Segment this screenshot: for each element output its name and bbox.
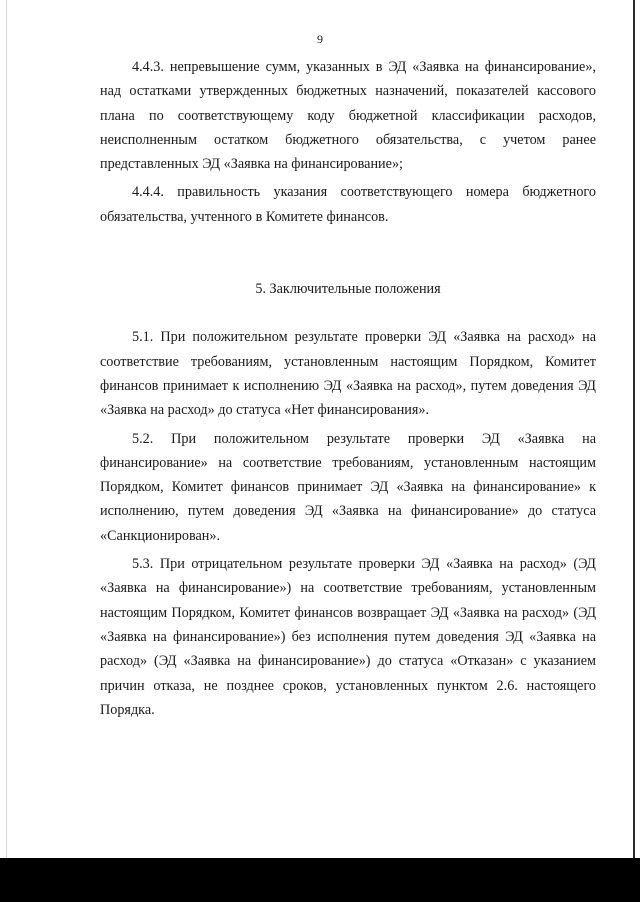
page-number: 9 — [317, 32, 323, 46]
scan-right-edge — [633, 0, 635, 858]
section-title: 5. Заключительные положения — [255, 281, 441, 298]
paragraph-5-2: 5.2. При положительном результате проверки ЭД «Заявка на финансирование» на соответствие требованиям, установленным настоящим Порядком, Комитет финансов принимает ЭД «Заявка на финансирование» к исполнению, путем доведения ЭД «Заявка на финансирование» до статуса «Санкционирован». — [100, 430, 596, 544]
scan-bottom-border — [0, 858, 640, 902]
paragraph-4-4-3: 4.4.3. непревышение сумм, указанных в ЭД «Заявка на финансирование», над остатками утвержденных бюджетных назначений, показателей кассового плана по соответствующему коду бюджетной классификации расходов, неисполненным остатком бюджетного обязательства, с учетом ранее представленных ЭД «Заявка на финансирование»; — [100, 59, 596, 173]
paragraph-4-4-4: 4.4.4. правильность указания соответствующего номера бюджетного обязательства, учтенного в Комитете финансов. — [100, 184, 596, 225]
scan-left-edge — [6, 0, 7, 858]
paragraph-5-1: 5.1. При положительном результате проверки ЭД «Заявка на расход» на соответствие требованиям, установленным настоящим Порядком, Комитет финансов принимает к исполнению ЭД «Заявка на расход», путем доведения ЭД «Заявка на расход» до статуса «Нет финансирования». — [100, 329, 596, 419]
document-body — [100, 55, 596, 722]
paragraph-5-3: 5.3. При отрицательном результате проверки ЭД «Заявка на расход» (ЭД «Заявка на финансирование») на соответствие требованиям, установленным настоящим Порядком, Комитет финансов возвращает ЭД «Заявка на расход» (ЭД «Заявка на финансирование») без исполнения путем доведения ЭД «Заявка на расход» (ЭД «Заявка на финансирование») до статуса «Отказан» с указанием причин отказа, не позднее сроков, установленных пунктом 2.6. настоящего Порядка. — [100, 556, 596, 718]
